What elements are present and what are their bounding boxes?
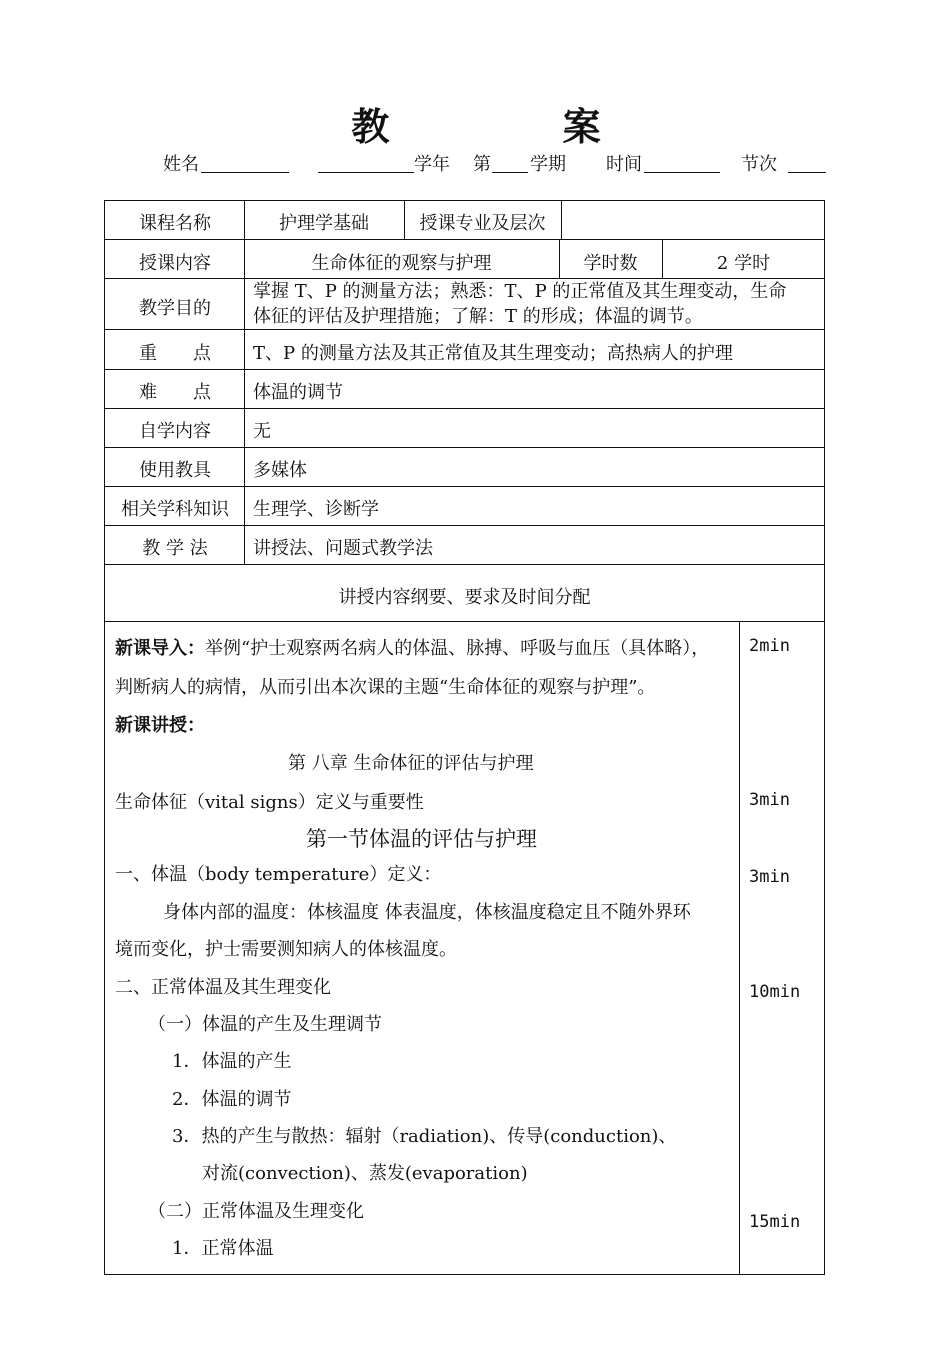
row-divider [104,278,825,279]
page-title: 教 案 [351,104,681,149]
sub-1-3a: 3．热的产生与散热：辐射（radiation)、传导(conduction)、 [172,1126,677,1147]
intro-line-1 [115,634,709,660]
goal-line-1: 掌握 T、P 的测量方法；熟悉：T、P 的正常值及其生理变动，生命 [253,281,787,302]
row-divider [104,329,825,330]
sub-1-3b: 对流(convection)、蒸发(evaporation) [202,1163,528,1184]
name-label: 姓名 [163,154,199,175]
self-value: 无 [253,421,271,442]
col-divider [561,200,562,239]
method-value: 讲授法、问题式教学法 [253,538,433,559]
goal-label: 教学目的 [139,298,211,319]
outline-header: 讲授内容纲要、要求及时间分配 [338,587,591,608]
item-1-text-2: 境而变化，护士需要测知病人的体核温度。 [115,939,457,960]
time-allot: 10min [749,982,801,1002]
year-blank[interactable] [318,172,414,173]
method-label: 教 学 法 [142,538,208,559]
sub-1-2: 2．体温的调节 [172,1089,292,1110]
time-blank[interactable] [644,172,720,173]
course-name: 护理学基础 [279,213,369,234]
self-label: 自学内容 [139,421,211,442]
chapter-title: 第 八章 生命体征的评估与护理 [288,753,534,774]
term-di: 第 [473,154,491,175]
item-1-text-1: 身体内部的温度：体核温度 体表温度，体核温度稳定且不随外界环 [163,902,691,923]
row-divider [104,525,825,526]
row-divider [104,621,825,622]
vital-signs-line: 生命体征（vital signs）定义与重要性 [115,792,424,813]
row-divider [104,447,825,448]
time-allot: 2min [749,636,790,656]
diff-value: 体温的调节 [253,382,343,403]
intro-line-2: 判断病人的病情，从而引出本次课的主题“生命体征的观察与护理”。 [115,677,656,698]
major-label: 授课专业及层次 [419,213,546,234]
row-divider [104,486,825,487]
sub-2-1: 1．正常体温 [172,1238,274,1259]
intro-bold: 新课导入： [115,638,205,659]
item-2: 二、正常体温及其生理变化 [115,977,331,998]
row-divider [104,564,825,565]
period-label: 节次 [741,154,777,175]
related-value: 生理学、诊断学 [253,499,379,520]
tools-label: 使用教具 [139,460,211,481]
tools-value: 多媒体 [253,460,307,481]
intro-text-1: 举例“护士观察两名病人的体温、脉搏、呼吸与血压（具体略）， [205,638,710,659]
goal-line-2: 体征的评估及护理措施；了解：T 的形成；体温的调节。 [253,306,703,327]
course-name-label: 课程名称 [139,213,211,234]
term-blank[interactable] [492,172,528,173]
section-title: 第一节体温的评估与护理 [306,827,537,851]
name-blank[interactable] [201,172,289,173]
time-allot: 3min [749,790,790,810]
period-blank[interactable] [788,172,826,173]
content-value: 生命体征的观察与护理 [311,253,492,274]
sub-1: （一）体温的产生及生理调节 [148,1014,382,1035]
lecture-heading: 新课讲授： [115,715,205,736]
key-value: T、P 的测量方法及其正常值及其生理变动；高热病人的护理 [253,343,733,364]
item-1: 一、体温（body temperature）定义： [115,864,442,885]
time-label: 时间 [606,154,642,175]
hours-value: 2 学时 [716,253,771,274]
time-allot: 15min [749,1212,801,1232]
header-fields [0,150,952,178]
related-label: 相关学科知识 [121,499,229,520]
diff-label: 难 点 [139,382,211,403]
year-label: 学年 [414,154,450,175]
content-label: 授课内容 [139,253,211,274]
col-divider [739,621,740,1275]
hours-label: 学时数 [583,253,638,274]
term-label: 学期 [530,154,566,175]
row-divider [104,369,825,370]
sub-2: （二）正常体温及生理变化 [148,1201,364,1222]
time-allot: 3min [749,867,790,887]
row-divider [104,239,825,240]
key-label: 重 点 [139,343,211,364]
sub-1-1: 1．体温的产生 [172,1051,292,1072]
row-divider [104,408,825,409]
